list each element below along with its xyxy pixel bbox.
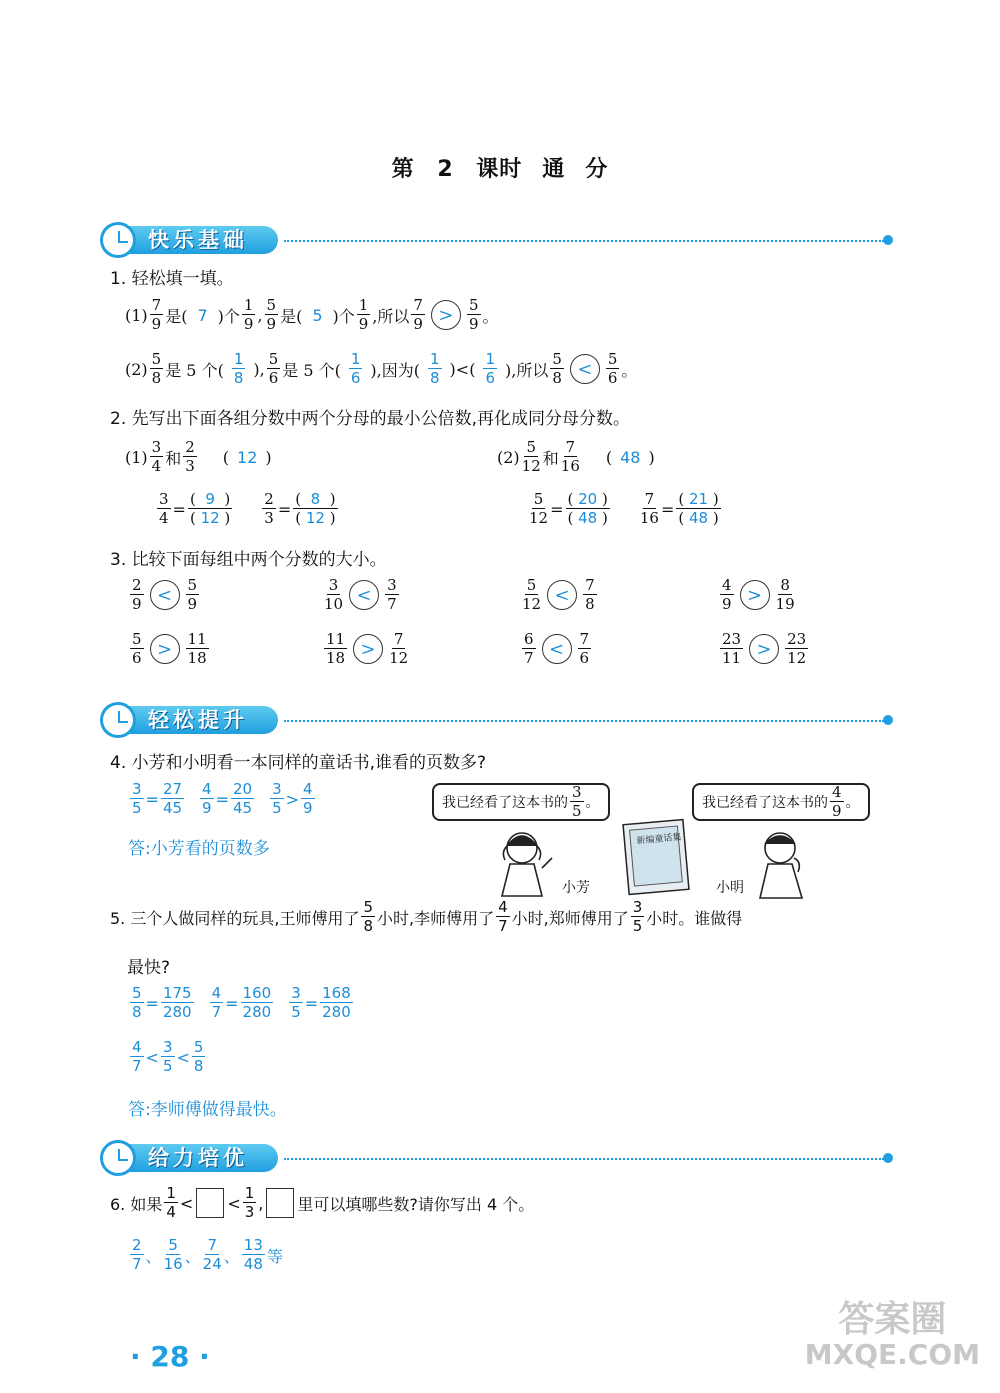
question-2-conversions-2: 5 12 = ( 20 ) ( 48 ) 7 16 = ( 21 ) ( 48 ): [529, 490, 719, 527]
question-4-work: 3 5 = 27 45 4 9 = 20 45 3 5 > 4 9: [132, 780, 313, 817]
book-title: 新编童话集: [636, 832, 682, 847]
compare-circle: >: [740, 580, 770, 610]
question-6-stem: 6. 如果 1 4 < < 1 3 , 里可以填哪些数?请你写出 4 个。: [110, 1184, 535, 1221]
comparison-item: 11 18 > 7 12: [326, 630, 409, 667]
compare-circle: <: [570, 354, 600, 384]
question-1-stem: 1. 轻松填一填。: [110, 269, 234, 289]
compare-circle: >: [353, 634, 383, 664]
comparison-item: 5 12 < 7 8: [522, 576, 595, 613]
girl-figure: [502, 833, 552, 896]
lesson-title: 第 2 课时 通 分: [391, 157, 609, 182]
section-title: 轻松提升: [148, 708, 248, 732]
comparison-item: 2 9 < 5 9: [132, 576, 198, 613]
question-6-answer: 2 7 、 5 16 、 7 24 、 13 48 等: [132, 1236, 283, 1273]
section-banner-excellence: [100, 1136, 900, 1176]
illustration-children-book: [480, 818, 900, 903]
compare-circle: >: [150, 634, 180, 664]
compare-circle: >: [749, 634, 779, 664]
blank-box: [266, 1188, 294, 1218]
question-5-answer: 答:李师傅做得最快。: [128, 1100, 287, 1120]
question-2-part-2: (2) 5 12 和 7 16 ( 48 ): [497, 438, 655, 475]
speech-bubble-girl: 我已经看了这本书的 3 5 。: [432, 783, 610, 821]
compare-circle: >: [431, 300, 461, 330]
book-icon: [623, 820, 689, 895]
compare-circle: <: [150, 580, 180, 610]
compare-circle: <: [542, 634, 572, 664]
comparison-item: 6 7 < 7 6: [524, 630, 590, 667]
question-2-conversions-1: 3 4 = ( 9 ) ( 12 ) 2 3 = ( 8 ) ( 12 ): [159, 490, 336, 527]
comparison-item: 3 10 < 3 7: [324, 576, 397, 613]
question-1-part-1: (1) 7 9 是( 7 )个 1 9 , 5 9 是( 5 )个 1 9 ,所以 7 9 > 5 9 。: [125, 296, 499, 333]
comparison-item: 4 9 > 8 19: [722, 576, 795, 613]
question-4-stem: 4. 小芳和小明看一本同样的童话书,谁看的页数多?: [110, 753, 487, 773]
speech-bubble-boy: 我已经看了这本书的 4 9 。: [692, 783, 870, 821]
question-5-stem: 5. 三个人做同样的玩具,王师傅用了 5 8 小时,李师傅用了 4 7 小时,郑师傅用了 3 5 小时。谁做得: [110, 898, 743, 935]
question-5-work-1: 5 8 = 175 280 4 7 = 160 280 3 5 = 168 280: [132, 984, 351, 1021]
blank-box: [196, 1188, 224, 1218]
page-number: · 28 ·: [130, 1340, 210, 1373]
section-banner-improve: [100, 698, 900, 738]
question-4-answer: 答:小芳看的页数多: [128, 839, 270, 859]
question-2-stem: 2. 先写出下面各组分数中两个分母的最小公倍数,再化成同分母分数。: [110, 409, 631, 429]
clock-icon: [100, 702, 136, 738]
compare-circle: <: [547, 580, 577, 610]
question-2-part-1: (1) 3 4 和 2 3 ( 12 ): [125, 438, 272, 475]
question-5-work-2: 4 7 < 3 5 < 5 8: [132, 1038, 204, 1075]
section-title: 给力培优: [148, 1146, 248, 1170]
compare-circle: <: [349, 580, 379, 610]
question-3-stem: 3. 比较下面每组中两个分数的大小。: [110, 550, 387, 570]
question-5-stem-cont: 最快?: [127, 958, 171, 978]
girl-name: 小芳: [562, 880, 590, 896]
question-1-part-2: (2) 5 8 是 5 个( 1 8 ), 5 6 是 5 个( 1 6 ),因为( 1 8 ) < ( 1 6 ),所以 5 8 < 5 6 。: [125, 350, 638, 387]
clock-icon: [100, 222, 136, 258]
boy-name: 小明: [716, 880, 744, 896]
clock-icon: [100, 1140, 136, 1176]
comparison-item: 23 11 > 23 12: [722, 630, 807, 667]
section-title: 快乐基础: [148, 228, 248, 252]
watermark: 答案圈 MXQE.COM: [804, 1299, 980, 1371]
section-banner-basic: [100, 218, 900, 258]
comparison-item: 5 6 > 11 18: [132, 630, 207, 667]
boy-figure: [760, 833, 802, 898]
